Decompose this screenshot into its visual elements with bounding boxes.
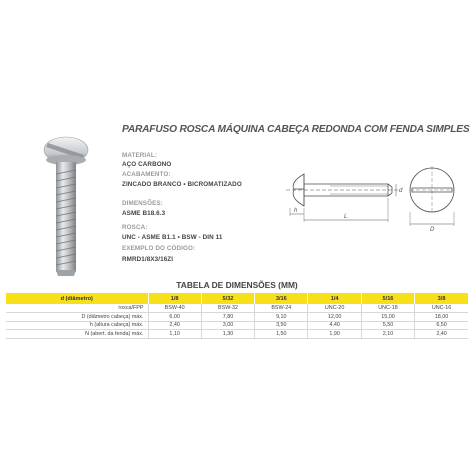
table-cell: 3,50 xyxy=(255,321,308,330)
table-row xyxy=(6,304,468,313)
header-col: 5/32 xyxy=(201,293,254,304)
table-cell: 5,50 xyxy=(361,321,414,330)
table-cell: 1,50 xyxy=(255,330,308,339)
spec-value-dimensions: ASME B18.6.3 xyxy=(122,210,166,217)
spec-label-material: MATERIAL: xyxy=(122,152,158,159)
table-cell: 1,10 xyxy=(148,330,201,339)
table-cell: BSW-24 xyxy=(255,304,308,313)
spec-value-material: AÇO CARBONO xyxy=(122,161,172,168)
table-cell: BSW-32 xyxy=(201,304,254,313)
table-cell: 1,30 xyxy=(201,330,254,339)
drawing-label-h: h xyxy=(294,208,298,214)
dimensions-table xyxy=(6,293,468,339)
row-label: N (abert. da fenda) máx. xyxy=(6,330,148,339)
table-cell: UNC-18 xyxy=(361,304,414,313)
row-label: D (diâmetro cabeça) máx. xyxy=(6,313,148,322)
header-col: 3/8 xyxy=(415,293,468,304)
screw-product-image xyxy=(18,130,108,278)
technical-drawing xyxy=(284,160,464,240)
product-title: PARAFUSO ROSCA MÁQUINA CABEÇA REDONDA COM FENDA SIMPLES xyxy=(122,124,470,135)
header-col: 1/4 xyxy=(308,293,361,304)
table-cell: 6,00 xyxy=(148,313,201,322)
table-cell: 1,90 xyxy=(308,330,361,339)
spec-value-finish: ZINCADO BRANCO • BICROMATIZADO xyxy=(122,181,242,188)
table-cell: 18,00 xyxy=(415,313,468,322)
spec-label-code-example: EXEMPLO DO CÓDIGO: xyxy=(122,245,196,252)
table-row xyxy=(6,321,468,330)
table-cell: 9,10 xyxy=(255,313,308,322)
row-label: rosca/FPP xyxy=(6,304,148,313)
header-col: 1/8 xyxy=(148,293,201,304)
table-cell: UNC-16 xyxy=(415,304,468,313)
row-label: h (altura cabeça) máx. xyxy=(6,321,148,330)
header-diameter-label: d (diâmetro) xyxy=(6,293,148,304)
spec-value-code-example: RMRD1/8X3/16ZI xyxy=(122,256,174,263)
drawing-label-d: d xyxy=(399,188,403,194)
drawing-label-l: L xyxy=(344,214,348,220)
table-row xyxy=(6,313,468,322)
table-cell: 7,80 xyxy=(201,313,254,322)
header-col: 5/16 xyxy=(361,293,414,304)
drawing-label-D: D xyxy=(430,227,435,233)
table-cell: 6,50 xyxy=(415,321,468,330)
table-cell: 2,40 xyxy=(415,330,468,339)
header-col: 3/16 xyxy=(255,293,308,304)
table-cell: 15,00 xyxy=(361,313,414,322)
table-header-row xyxy=(6,293,468,304)
spec-value-thread: UNC - ASME B1.1 • BSW - DIN 11 xyxy=(122,234,223,241)
table-cell: 2,10 xyxy=(361,330,414,339)
spec-label-thread: ROSCA: xyxy=(122,224,148,231)
table-cell: BSW-40 xyxy=(148,304,201,313)
table-cell: 2,40 xyxy=(148,321,201,330)
table-cell: 4,40 xyxy=(308,321,361,330)
table-title: TABELA DE DIMENSÕES (MM) xyxy=(176,280,298,290)
table-cell: 3,00 xyxy=(201,321,254,330)
table-cell: UNC-20 xyxy=(308,304,361,313)
table-cell: 12,00 xyxy=(308,313,361,322)
table-row xyxy=(6,330,468,339)
spec-label-dimensions: DIMENSÕES: xyxy=(122,200,163,207)
spec-label-finish: ACABAMENTO: xyxy=(122,171,171,178)
